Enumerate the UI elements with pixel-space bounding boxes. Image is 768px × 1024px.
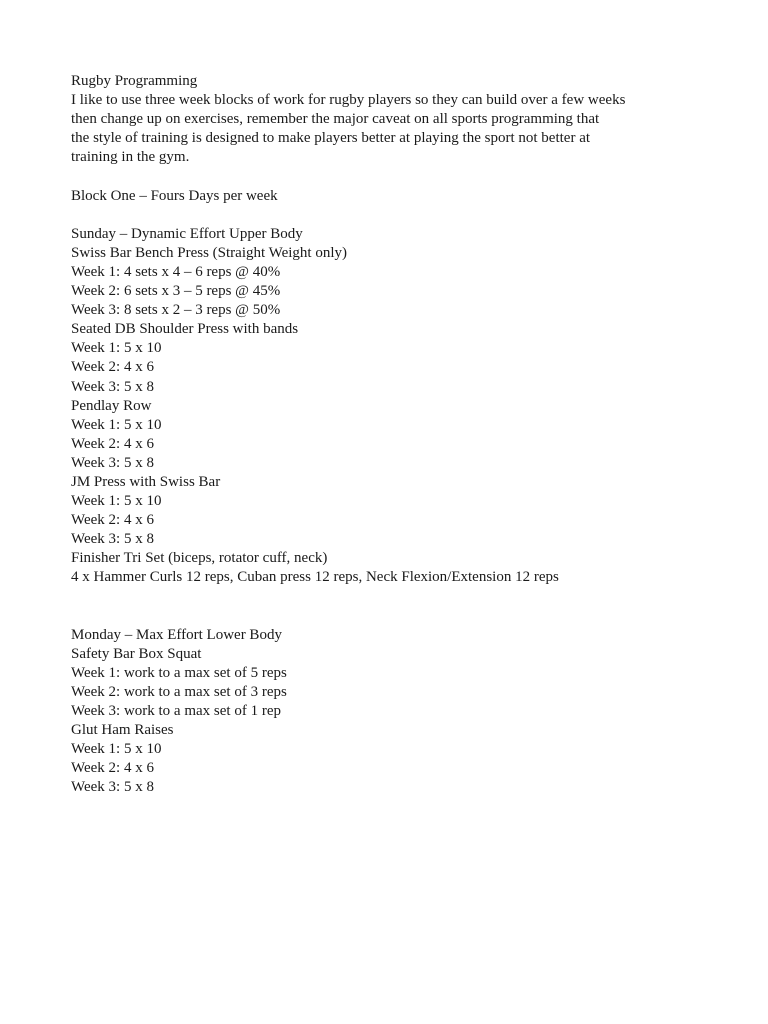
finisher-name: Finisher Tri Set (biceps, rotator cuff, neck) <box>71 550 328 567</box>
week-line: Week 1: 5 x 10 <box>71 340 162 357</box>
week-line: Week 1: 4 sets x 4 – 6 reps @ 40% <box>71 263 281 280</box>
week-line: Week 2: 4 x 6 <box>71 359 154 376</box>
exercise-name: Swiss Bar Bench Press (Straight Weight only) <box>71 244 347 261</box>
week-line: Week 1: 5 x 10 <box>71 493 162 510</box>
week-line: Week 1: 5 x 10 <box>71 741 162 758</box>
week-line: Week 2: 4 x 6 <box>71 512 154 529</box>
week-line: Week 3: 5 x 8 <box>71 779 154 796</box>
week-line: Week 3: 5 x 8 <box>71 454 154 471</box>
week-line: Week 2: 6 sets x 3 – 5 reps @ 45% <box>71 283 281 300</box>
week-line: Week 1: 5 x 10 <box>71 416 162 433</box>
spacer <box>71 167 731 186</box>
intro-line: I like to use three week blocks of work for rugby players so they can build over a few weeks <box>71 92 626 109</box>
week-line: Week 2: 4 x 6 <box>71 760 154 777</box>
exercise-name: Safety Bar Box Squat <box>71 645 202 662</box>
block-heading: Block One – Fours Days per week <box>71 187 278 204</box>
week-line: Week 3: 5 x 8 <box>71 531 154 548</box>
intro-line: then change up on exercises, remember the major caveat on all sports programming that <box>71 111 600 128</box>
intro-line: the style of training is designed to make players better at playing the sport not better at <box>71 130 591 147</box>
spacer <box>71 588 731 626</box>
monday-heading: Monday – Max Effort Lower Body <box>71 626 282 643</box>
exercise-name: JM Press with Swiss Bar <box>71 473 221 490</box>
week-line: Week 2: 4 x 6 <box>71 435 154 452</box>
intro-line: training in the gym. <box>71 149 190 166</box>
spacer <box>71 206 731 225</box>
finisher-detail: 4 x Hammer Curls 12 reps, Cuban press 12 reps, Neck Flexion/Extension 12 reps <box>71 569 559 586</box>
exercise-name: Seated DB Shoulder Press with bands <box>71 321 299 338</box>
exercise-name: Pendlay Row <box>71 397 152 414</box>
week-line: Week 2: work to a max set of 3 reps <box>71 684 287 700</box>
document-title: Rugby Programming <box>71 73 198 89</box>
week-line: Week 3: 8 sets x 2 – 3 reps @ 50% <box>71 302 281 319</box>
week-line: Week 1: work to a max set of 5 reps <box>71 664 287 681</box>
exercise-name: Glut Ham Raises <box>71 722 174 739</box>
week-line: Week 3: 5 x 8 <box>71 378 154 395</box>
week-line: Week 3: work to a max set of 1 rep <box>71 703 281 720</box>
sunday-heading: Sunday – Dynamic Effort Upper Body <box>71 225 303 242</box>
document-page <box>71 72 731 798</box>
